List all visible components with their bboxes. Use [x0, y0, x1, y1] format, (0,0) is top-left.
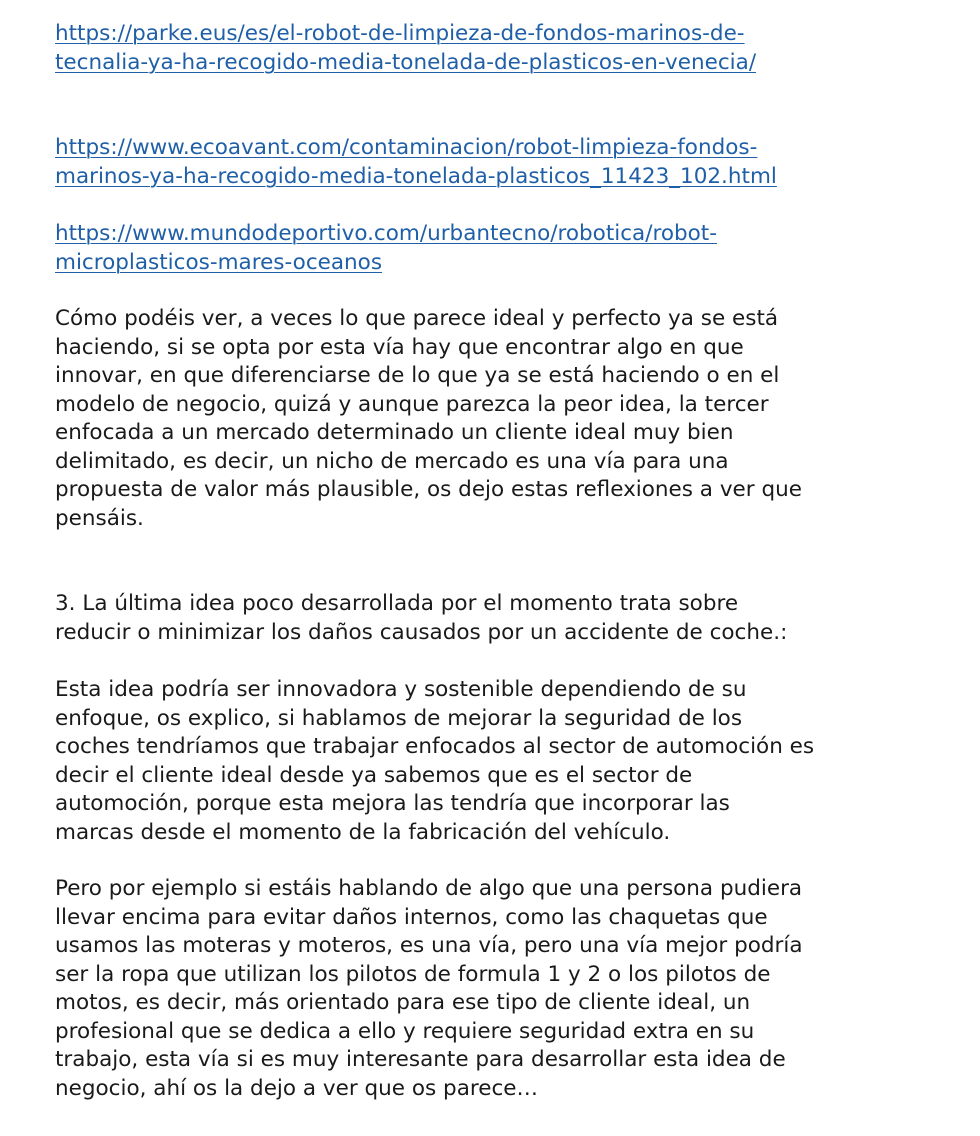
paragraph-line: marcas desde el momento de la fabricación del vehículo. [55, 819, 671, 845]
paragraph-line: enfoque, os explico, si hablamos de mejorar la seguridad de los [55, 705, 743, 731]
paragraph-line: decir el cliente ideal desde ya sabemos que es el sector de [55, 762, 693, 788]
link-mundodeportivo-line-1[interactable]: https://www.mundodeportivo.com/urbantecno/robotica/robot- [55, 221, 717, 246]
paragraph-line: Cómo podéis ver, a veces lo que parece ideal y perfecto ya se está [55, 306, 779, 331]
link-block-ecoavant[interactable] [55, 134, 955, 191]
link-block-parke[interactable] [55, 20, 955, 77]
paragraph-line: propuesta de valor más plausible, os dejo estas reflexiones a ver que [55, 477, 802, 502]
paragraph-line: trabajo, esta vía si es muy interesante para desarrollar esta idea de [55, 1047, 786, 1072]
paragraph-line: negocio, ahí os la dejo a ver que os parece… [55, 1075, 539, 1101]
paragraph-line: modelo de negocio, quizá y aunque parezca la peor idea, la tercer [55, 391, 769, 417]
paragraph-line: enfocada a un mercado determinado un cliente ideal muy bien [55, 420, 734, 445]
paragraph-line: delimitado, es decir, un nicho de mercado es una vía para una [55, 448, 729, 474]
link-ecoavant-line-2[interactable]: marinos-ya-ha-recogido-media-tonelada-plasticos_11423_102.html [55, 163, 777, 189]
paragraph-line: usamos las moteras y moteros, es una vía, pero una vía mejor podría [55, 933, 803, 958]
paragraph-line: reducir o minimizar los daños causados por un accidente de coche.: [55, 619, 788, 645]
paragraph-automotive [55, 676, 955, 847]
link-mundodeportivo-line-2[interactable]: microplasticos-mares-oceanos [55, 249, 383, 275]
paragraph-line: pensáis. [55, 505, 144, 531]
paragraph-line: innovar, en que diferenciarse de lo que ya se está haciendo o en el [55, 363, 780, 388]
paragraph-idea-3-heading [55, 590, 955, 647]
paragraph-line: profesional que se dedica a ello y requiere seguridad extra en su [55, 1018, 755, 1044]
link-parke-line-1[interactable]: https://parke.eus/es/el-robot-de-limpieza-de-fondos-marinos-de- [55, 21, 745, 46]
paragraph-line: ser la ropa que utilizan los pilotos de formula 1 y 2 o los pilotos de [55, 961, 771, 987]
paragraph-line: Pero por ejemplo si estáis hablando de algo que una persona pudiera [55, 876, 803, 901]
link-block-mundodeportivo[interactable] [55, 220, 955, 277]
paragraph-line: 3. La última idea poco desarrollada por el momento trata sobre [55, 591, 739, 616]
link-ecoavant-line-1[interactable]: https://www.ecoavant.com/contaminacion/robot-limpieza-fondos- [55, 135, 758, 160]
paragraph-line: haciendo, si se opta por esta vía hay que encontrar algo en que [55, 334, 744, 360]
paragraph-line: motos, es decir, más orientado para ese tipo de cliente ideal, un [55, 990, 751, 1015]
paragraph-reflection [55, 305, 955, 533]
paragraph-line: automoción, porque esta mejora las tendría que incorporar las [55, 791, 730, 816]
paragraph-line: coches tendríamos que trabajar enfocados al sector de automoción es [55, 734, 815, 759]
paragraph-line: Esta idea podría ser innovadora y sostenible dependiendo de su [55, 677, 747, 702]
link-parke-line-2[interactable]: tecnalia-ya-ha-recogido-media-tonelada-de-plasticos-en-venecia/ [55, 49, 757, 75]
paragraph-line: llevar encima para evitar daños internos, como las chaquetas que [55, 904, 768, 930]
paragraph-protective-gear [55, 875, 955, 1103]
